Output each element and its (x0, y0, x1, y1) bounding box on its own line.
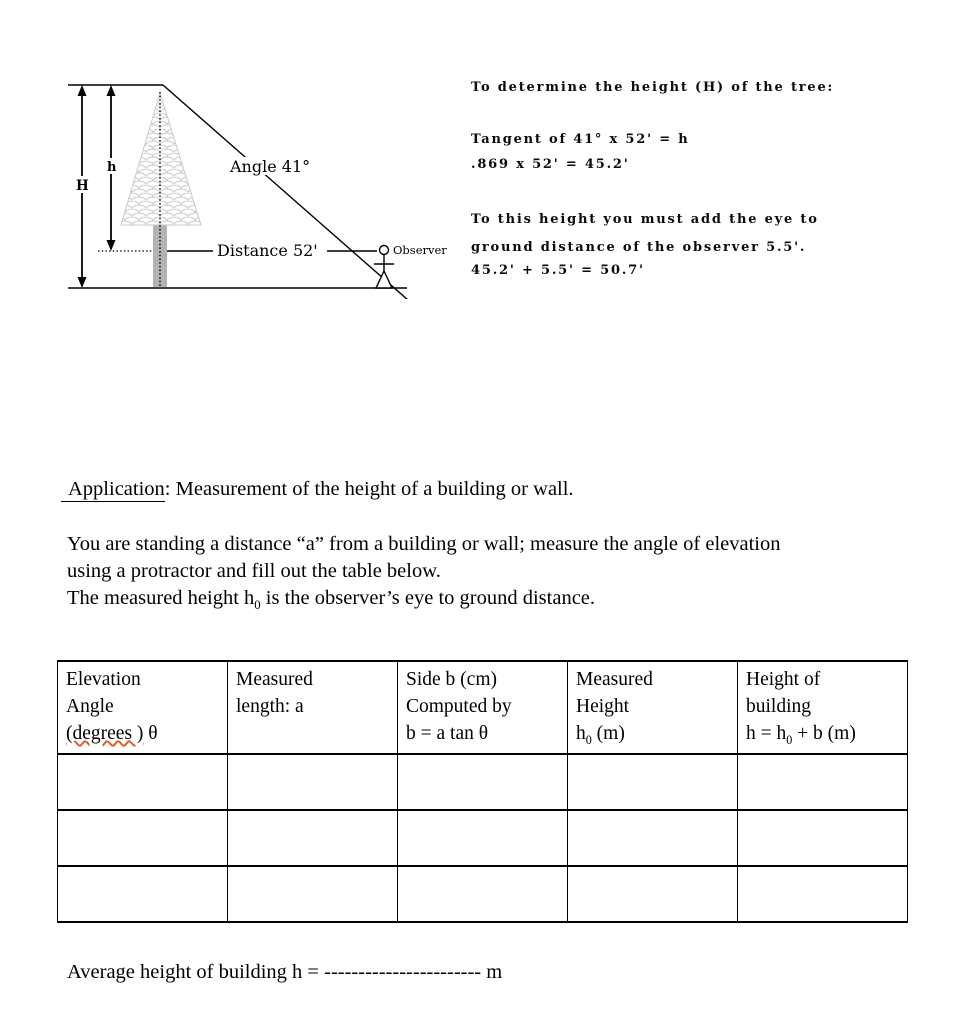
application-heading-word: Application (61, 478, 165, 502)
table-row (58, 866, 908, 922)
tree-calculation-explanation (471, 81, 951, 277)
table-cell-empty (568, 810, 738, 866)
paragraph-line: You are standing a distance “a” from a building or wall; measure the angle of elevation (67, 533, 781, 555)
header-side-b: Side b (cm) Computed by b = a tan θ (398, 661, 568, 754)
table-cell-empty (398, 754, 568, 810)
explanation-line: To determine the height (H) of the tree: (471, 80, 835, 95)
table-cell-empty (738, 754, 908, 810)
angle-label: Angle 41° (230, 157, 311, 176)
tree-height-diagram (55, 73, 475, 299)
explanation-line: .869 x 52' = 45.2' (471, 157, 630, 172)
height-h-arrow (105, 85, 118, 251)
table-cell-empty (568, 866, 738, 922)
table-cell-empty (398, 810, 568, 866)
h-label: h (107, 160, 117, 175)
application-heading-rest: : Measurement of the height of a building or wall. (164, 478, 574, 500)
application-paragraph (67, 531, 927, 612)
table-cell-empty (58, 866, 228, 922)
header-building-height: Height of building $h = h_0 + b$ (m) (738, 661, 908, 754)
measurement-table (57, 660, 908, 923)
table-cell-empty (228, 754, 398, 810)
table-cell-empty (228, 866, 398, 922)
table-row (58, 810, 908, 866)
sight-line (163, 85, 433, 299)
application-heading (61, 478, 574, 501)
explanation-line: ground distance of the observer 5.5'. (471, 240, 807, 255)
observer-figure (374, 246, 394, 289)
header-measured-length: Measured length: a (228, 661, 398, 754)
table-cell-empty (228, 810, 398, 866)
explanation-line: To this height you must add the eye to (471, 212, 819, 227)
paragraph-line: using a protractor and fill out the table below. (67, 560, 441, 582)
table-cell-empty (738, 866, 908, 922)
table-cell-empty (738, 810, 908, 866)
table-row (58, 754, 908, 810)
average-height-line: Average height of building h = ----------------------- m (67, 961, 503, 983)
explanation-line: Tangent of 41° x 52' = h (471, 132, 690, 147)
table-cell-empty (568, 754, 738, 810)
table-cell-empty (58, 810, 228, 866)
table-cell-empty (58, 754, 228, 810)
header-elevation-angle: Elevation Angle (degrees ) θ (58, 661, 228, 754)
H-label: H (76, 178, 89, 194)
observer-label: Observer (393, 243, 447, 257)
paragraph-line: The measured height $h_0$ is the observer’s eye to ground distance. (67, 587, 596, 613)
observer-head (380, 246, 389, 255)
distance-label: Distance 52' (217, 241, 318, 260)
height-H-arrow (74, 85, 91, 288)
explanation-line: 45.2' + 5.5' = 50.7' (471, 263, 645, 278)
table-cell-empty (398, 866, 568, 922)
header-measured-height: Measured Height $h_0$ (m) (568, 661, 738, 754)
tree-foliage (121, 93, 201, 225)
table-header-row (58, 661, 908, 754)
spellcheck-squiggle: (degrees ) (66, 723, 144, 744)
